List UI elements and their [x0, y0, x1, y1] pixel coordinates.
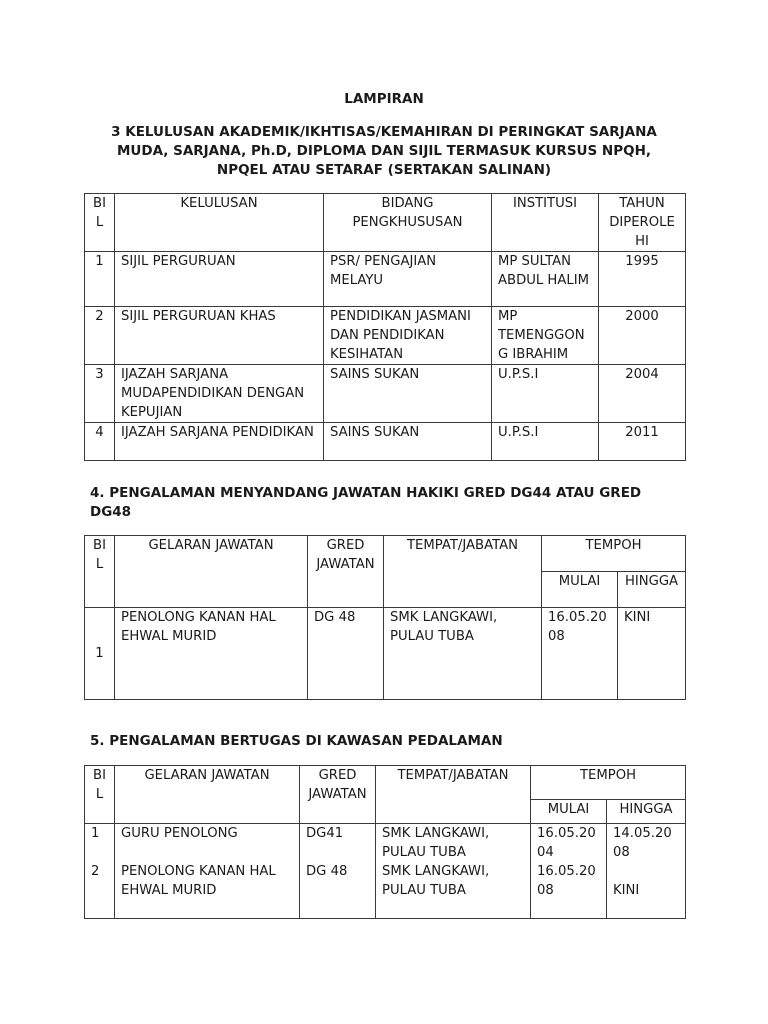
header-gelaran: GELARAN JAWATAN: [115, 766, 300, 824]
qualifications-table: [84, 193, 686, 461]
header-hingga: HINGGA: [618, 572, 686, 608]
header-kelulusan: KELULUSAN: [115, 194, 324, 252]
cell-kelulusan: IJAZAH SARJANA MUDAPENDIDIKAN DENGAN KEPUJIAN: [115, 365, 324, 423]
cell-bil: 1: [85, 252, 115, 307]
table-header-row: [85, 766, 686, 800]
interior-service-table: [84, 765, 686, 919]
cell-bidang: PENDIDIKAN JASMANI DAN PENDIDIKAN KESIHATAN: [324, 307, 492, 365]
cell-hingga: KINI: [618, 608, 686, 700]
cell-kelulusan: SIJIL PERGURUAN: [115, 252, 324, 307]
cell-gelaran: [115, 824, 300, 919]
cell-gelaran: PENOLONG KANAN HAL EHWAL MURID: [115, 608, 308, 700]
header-gelaran: GELARAN JAWATAN: [115, 536, 308, 608]
hingga-2: KINI: [613, 883, 640, 898]
cell-bil: 3: [85, 365, 115, 423]
section4-heading: 4. PENGALAMAN MENYANDANG JAWATAN HAKIKI GRED DG44 ATAU GRED DG48: [90, 485, 642, 520]
bil-2: 2: [91, 864, 100, 879]
header-tempat: TEMPAT/JABATAN: [376, 766, 531, 824]
header-bil: BIL: [85, 536, 115, 608]
cell-bil: [85, 824, 115, 919]
cell-tahun: 2004: [599, 365, 686, 423]
bil-1: 1: [91, 826, 100, 841]
page-title: LAMPIRAN: [344, 91, 424, 107]
cell-institusi: U.P.S.I: [492, 423, 599, 461]
cell-bidang: PSR/ PENGAJIAN MELAYU: [324, 252, 492, 307]
header-tempoh: TEMPOH: [542, 536, 686, 572]
mulai-2: 16.05.2008: [537, 864, 596, 898]
cell-mulai: 16.05.2008: [542, 608, 618, 700]
section5-heading: 5. PENGALAMAN BERTUGAS DI KAWASAN PEDALAMAN: [90, 733, 503, 749]
table-row: [85, 365, 686, 423]
header-hingga: HINGGA: [607, 800, 686, 824]
table-header-row: [85, 536, 686, 572]
cell-mulai: [531, 824, 607, 919]
tempat-2: SMK LANGKAWI, PULAU TUBA: [382, 864, 490, 898]
cell-gred: [300, 824, 376, 919]
cell-tahun: 2000: [599, 307, 686, 365]
cell-bidang: SAINS SUKAN: [324, 423, 492, 461]
cell-bil: 4: [85, 423, 115, 461]
header-tahun: TAHUN DIPEROLEHI: [599, 194, 686, 252]
cell-bil: 1: [85, 608, 115, 700]
table-row: [85, 608, 686, 700]
cell-kelulusan: IJAZAH SARJANA PENDIDIKAN: [115, 423, 324, 461]
tempat-1: SMK LANGKAWI, PULAU TUBA: [382, 826, 490, 860]
mulai-1: 16.05.2004: [537, 826, 596, 860]
header-institusi: INSTITUSI: [492, 194, 599, 252]
cell-tempat: [376, 824, 531, 919]
cell-tahun: 2011: [599, 423, 686, 461]
table-header-row: [85, 194, 686, 252]
gelaran-2: PENOLONG KANAN HAL EHWAL MURID: [121, 864, 276, 898]
header-mulai: MULAI: [542, 572, 618, 608]
cell-kelulusan: SIJIL PERGURUAN KHAS: [115, 307, 324, 365]
section3-heading: 3 KELULUSAN AKADEMIK/IKHTISAS/KEMAHIRAN DI PERINGKAT SARJANA MUDA, SARJANA, Ph.D, DIPLOMA DAN SIJIL TERMASUK KURSUS NPQH, NPQEL ATAU SETARAF (SERTAKAN SALINAN): [111, 124, 657, 178]
cell-tahun: 1995: [599, 252, 686, 307]
header-bil: BIL: [85, 194, 115, 252]
table-row: [85, 307, 686, 365]
gred-1: DG41: [306, 826, 344, 841]
gred-2: DG 48: [306, 864, 348, 879]
cell-gred: DG 48: [308, 608, 384, 700]
cell-institusi: MP TEMENGGONG IBRAHIM: [492, 307, 599, 365]
header-gred: GRED JAWATAN: [308, 536, 384, 608]
table-row: [85, 252, 686, 307]
cell-tempat: SMK LANGKAWI, PULAU TUBA: [384, 608, 542, 700]
header-gred: GRED JAWATAN: [300, 766, 376, 824]
substantive-post-table: [84, 535, 686, 700]
header-mulai: MULAI: [531, 800, 607, 824]
header-tempat: TEMPAT/JABATAN: [384, 536, 542, 608]
header-bidang: BIDANG PENGKHUSUSAN: [324, 194, 492, 252]
table-row: [85, 824, 686, 919]
cell-hingga: [607, 824, 686, 919]
header-tempoh: TEMPOH: [531, 766, 686, 800]
table-row: [85, 423, 686, 461]
cell-institusi: U.P.S.I: [492, 365, 599, 423]
cell-institusi: MP SULTAN ABDUL HALIM: [492, 252, 599, 307]
cell-bidang: SAINS SUKAN: [324, 365, 492, 423]
header-bil: BIL: [85, 766, 115, 824]
gelaran-1: GURU PENOLONG: [121, 826, 238, 841]
cell-bil: 2: [85, 307, 115, 365]
hingga-1: 14.05.2008: [613, 826, 672, 860]
